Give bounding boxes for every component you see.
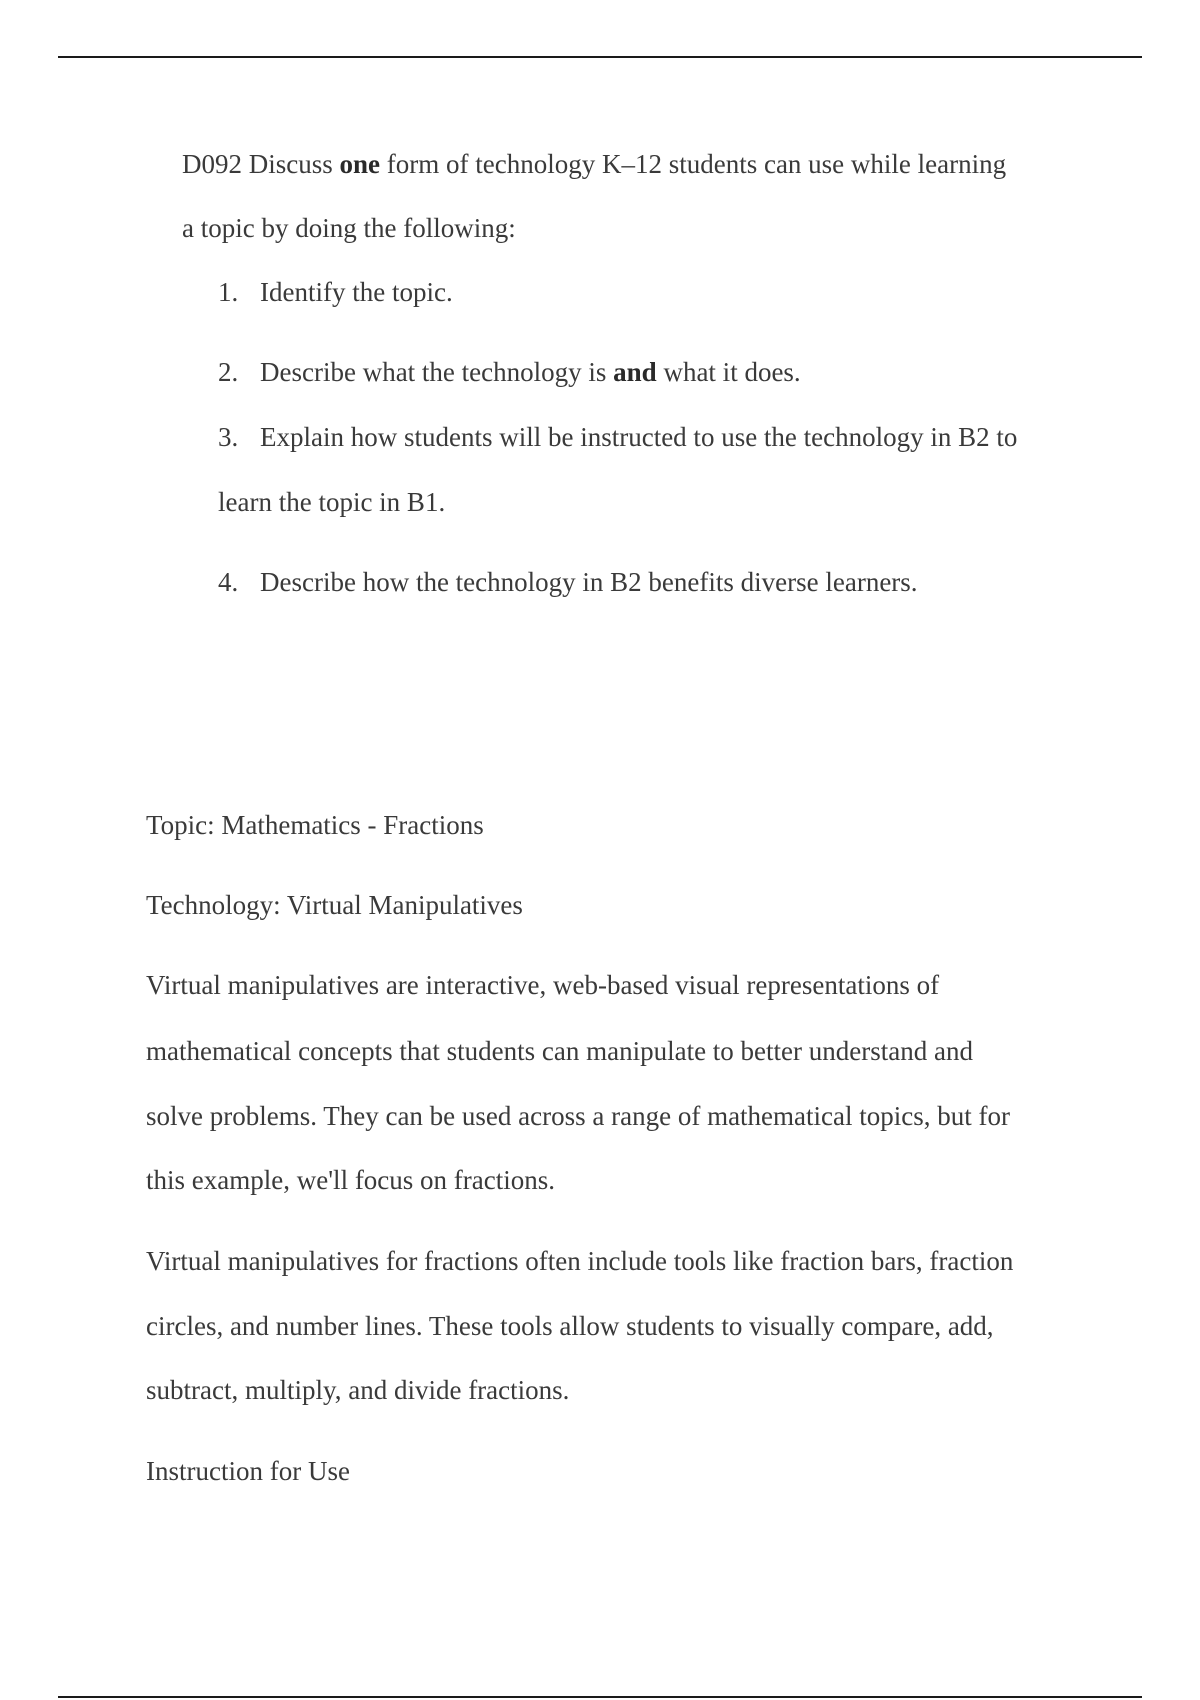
topic-line: Topic: Mathematics - Fractions xyxy=(146,810,484,840)
paragraph-1-line-3: solve problems. They can be used across a range of mathematical topics, but for xyxy=(146,1101,1010,1131)
list-item-3-line-2: learn the topic in B1. xyxy=(218,487,446,517)
list-number-3: 3. xyxy=(218,422,239,452)
list-number-1: 1. xyxy=(218,277,239,307)
prompt-line-2: a topic by doing the following: xyxy=(182,213,516,243)
list-item-1 xyxy=(218,260,453,324)
paragraph-2-line-1: Virtual manipulatives for fractions often include tools like fraction bars, fraction xyxy=(146,1246,1014,1276)
list-item-3-text: Explain how students will be instructed to use the technology in B2 to xyxy=(260,422,1018,452)
top-rule xyxy=(58,56,1142,58)
paragraph-2-line-2: circles, and number lines. These tools allow students to visually compare, add, xyxy=(146,1311,994,1341)
prompt-line-1-end: form of technology K–12 students can use while learning xyxy=(380,149,1007,179)
technology-line: Technology: Virtual Manipulatives xyxy=(146,890,523,920)
list-number-2: 2. xyxy=(218,357,239,387)
list-item-2 xyxy=(218,340,801,404)
list-item-2-end: what it does. xyxy=(656,357,801,387)
prompt-emphasis-one: one xyxy=(339,149,381,179)
instruction-heading: Instruction for Use xyxy=(146,1456,350,1486)
paragraph-1-line-2: mathematical concepts that students can manipulate to better understand and xyxy=(146,1036,973,1066)
paragraph-1-line-1: Virtual manipulatives are interactive, web-based visual representations of xyxy=(146,970,940,1000)
paragraph-2-line-3: subtract, multiply, and divide fractions. xyxy=(146,1375,570,1405)
list-item-2-start: Describe what the technology is xyxy=(260,357,614,387)
list-item-2-emphasis: and xyxy=(613,357,657,387)
paragraph-1-line-4: this example, we'll focus on fractions. xyxy=(146,1165,556,1195)
list-item-3-line-1 xyxy=(218,405,1017,469)
list-item-4-text: Describe how the technology in B2 benefits diverse learners. xyxy=(260,567,918,597)
list-item-1-text: Identify the topic. xyxy=(260,277,453,307)
list-number-4: 4. xyxy=(218,567,239,597)
list-item-4 xyxy=(218,550,918,614)
prompt-line-1-start: D092 Discuss xyxy=(182,149,340,179)
prompt-line-1 xyxy=(182,132,1006,196)
bottom-rule xyxy=(58,1696,1142,1698)
